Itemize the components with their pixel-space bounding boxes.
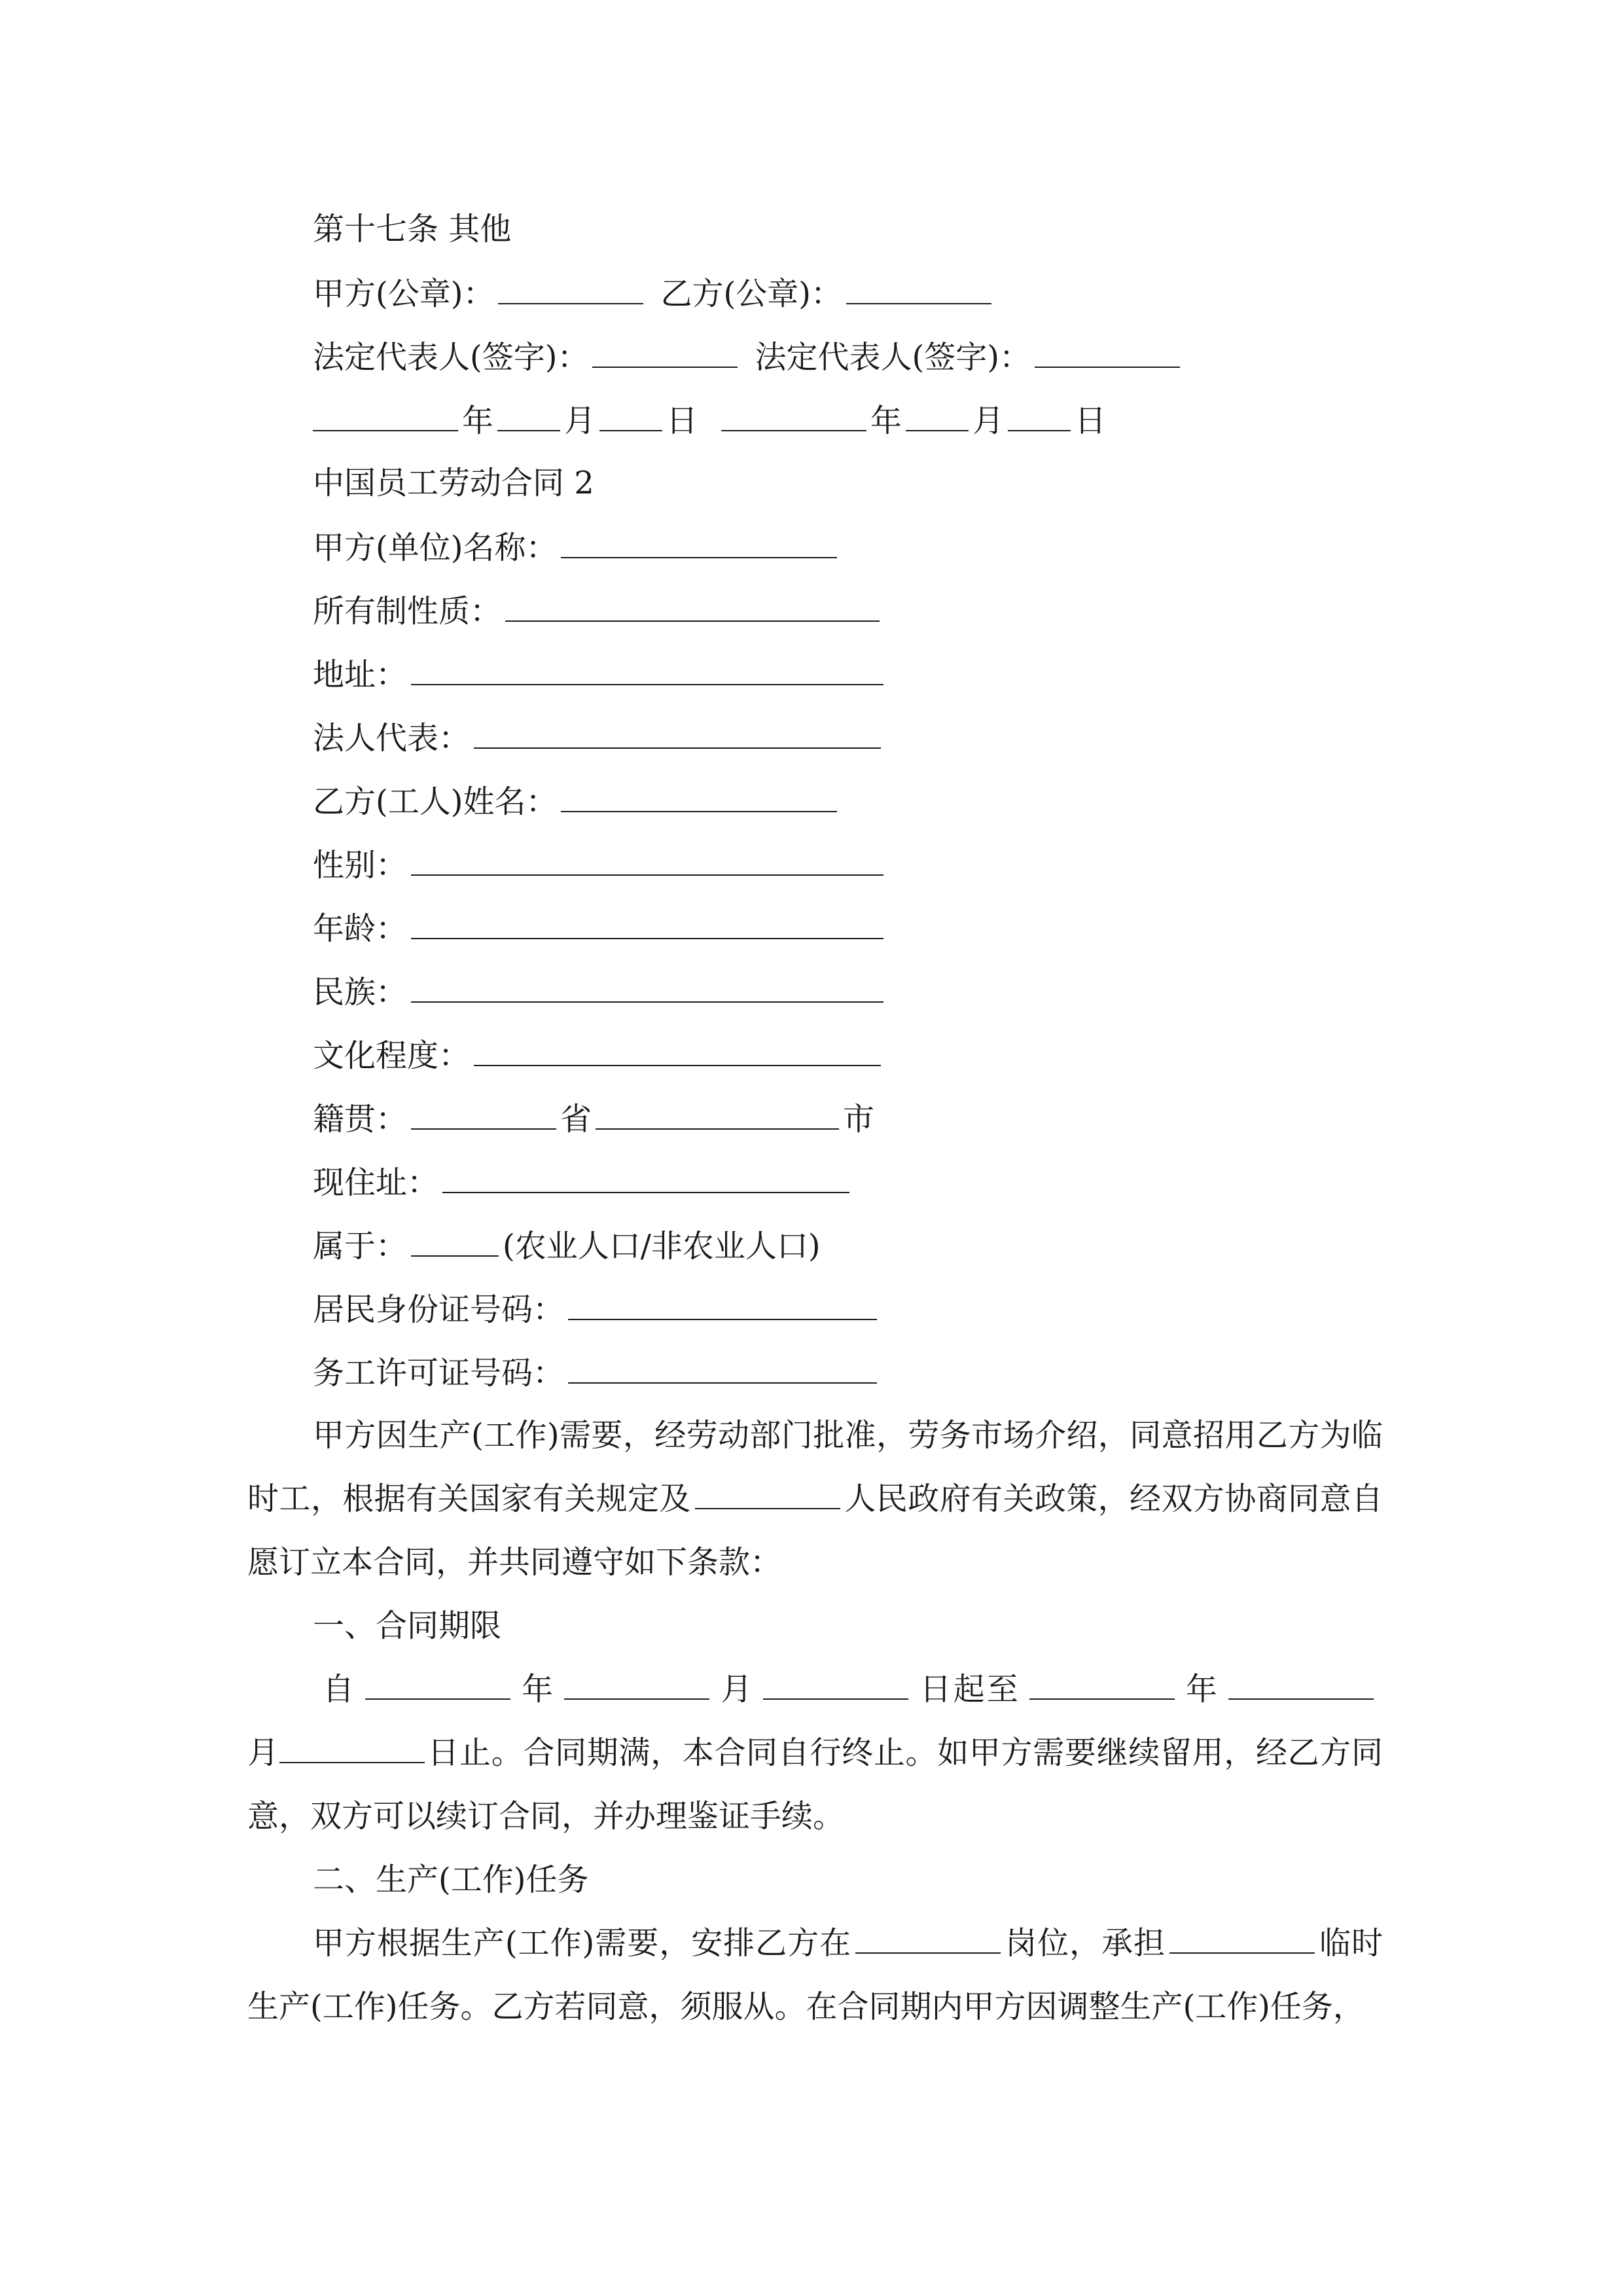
legal-rep-a-blank[interactable] — [592, 336, 738, 368]
native-place-field — [313, 1098, 874, 1139]
city-blank[interactable] — [596, 1098, 839, 1130]
term-start-month-blank[interactable] — [564, 1668, 709, 1700]
legal-rep-b-label: 法定代表人(签字)： — [755, 339, 1031, 376]
date-a-year-label: 年 — [462, 403, 494, 439]
id-number-label: 居民身份证号码： — [313, 1291, 565, 1328]
legal-rep-line — [313, 336, 1184, 377]
seal-line — [313, 273, 995, 314]
intro-paragraph: 甲方因生产(工作)需要，经劳动部门批准，劳务市场介绍，同意招用乙方为临时工，根据有关国家有关规定及 人民政府有关政策，经双方协商同意自愿订立本合同，并共同遵守如下条款： — [247, 1417, 1383, 1581]
date-b-day-label: 日 — [1075, 403, 1107, 439]
belongs-field — [313, 1225, 821, 1266]
legal-rep-label: 法人代表： — [313, 720, 471, 757]
party-b-seal-label: 乙方(公章)： — [660, 276, 842, 312]
belongs-label: 属于： — [313, 1228, 408, 1265]
section-1-paragraph: 自 年 月 日起至 年月 日止。合同期满，本合同自行终止。如甲方需要继续留用，经乙方同意，双方可以续订合同，并办理鉴证手续。 — [247, 1658, 1383, 1848]
ownership-label: 所有制性质： — [313, 593, 502, 630]
id-number-blank[interactable] — [568, 1289, 877, 1320]
date-a-day-blank[interactable] — [599, 400, 662, 431]
work-permit-label: 务工许可证号码： — [313, 1355, 565, 1391]
education-field — [313, 1035, 885, 1075]
party-a-seal-label: 甲方(公章)： — [313, 276, 495, 312]
date-b-year-label: 年 — [870, 403, 902, 439]
post-blank[interactable] — [855, 1922, 1001, 1954]
age-field — [313, 908, 887, 948]
worker-name-blank[interactable] — [561, 781, 837, 812]
section-2-heading: 二、生产(工作)任务 — [313, 1861, 589, 1898]
city-label: 市 — [843, 1101, 875, 1138]
gender-field — [313, 844, 887, 885]
term-end-month-blank[interactable] — [1228, 1668, 1374, 1700]
current-address-label: 现住址： — [313, 1164, 439, 1201]
legal-rep-b-blank[interactable] — [1035, 336, 1180, 368]
current-address-blank[interactable] — [442, 1162, 849, 1193]
ethnicity-field — [313, 971, 887, 1012]
term-end-day-blank[interactable] — [279, 1732, 425, 1763]
ownership-blank[interactable] — [505, 590, 880, 622]
legal-rep-a-label: 法定代表人(签字)： — [313, 339, 589, 376]
work-permit-blank[interactable] — [568, 1352, 877, 1384]
address-blank[interactable] — [411, 654, 883, 685]
age-label: 年龄： — [313, 910, 408, 947]
date-b-month-blank[interactable] — [906, 400, 969, 431]
address-field — [313, 654, 887, 694]
gender-blank[interactable] — [411, 844, 883, 876]
date-a-month-label: 月 — [564, 403, 596, 439]
term-start-year-blank[interactable] — [365, 1668, 510, 1700]
age-blank[interactable] — [411, 908, 883, 939]
date-a-day-label: 日 — [666, 403, 698, 439]
task-blank[interactable] — [1169, 1922, 1315, 1954]
intro-government-blank[interactable] — [695, 1478, 840, 1509]
date-line — [313, 400, 1106, 440]
education-blank[interactable] — [474, 1035, 881, 1066]
employer-name-label: 甲方(单位)名称： — [313, 529, 558, 566]
legal-rep-blank[interactable] — [474, 717, 881, 749]
employer-name-field — [313, 527, 841, 567]
date-b-year-blank[interactable] — [721, 400, 866, 431]
party-a-seal-blank[interactable] — [498, 273, 643, 304]
contract-title: 中国员工劳动合同 2 — [313, 465, 594, 501]
native-place-label: 籍贯： — [313, 1101, 408, 1138]
party-b-seal-blank[interactable] — [846, 273, 991, 304]
date-a-year-blank[interactable] — [313, 400, 458, 431]
section-2-paragraph: 甲方根据生产(工作)需要，安排乙方在 岗位，承担 临时生产(工作)任务。乙方若同意，须服从。在合同期内甲方因调整生产(工作)任务， — [247, 1912, 1383, 2039]
section-1-heading: 一、合同期限 — [313, 1607, 502, 1644]
date-a-month-blank[interactable] — [497, 400, 560, 431]
ownership-field — [313, 590, 883, 631]
address-label: 地址： — [313, 656, 408, 693]
date-b-month-label: 月 — [972, 403, 1005, 439]
belongs-options: (农业人口/非农业人口) — [503, 1228, 821, 1265]
current-address-field — [313, 1162, 853, 1202]
province-blank[interactable] — [411, 1098, 556, 1130]
term-end-year-blank[interactable] — [1029, 1668, 1175, 1700]
term-start-day-blank[interactable] — [763, 1668, 908, 1700]
gender-label: 性别： — [313, 847, 408, 884]
belongs-blank[interactable] — [411, 1225, 499, 1257]
legal-rep-field — [313, 717, 885, 758]
ethnicity-blank[interactable] — [411, 971, 883, 1003]
id-number-field — [313, 1289, 881, 1329]
province-label: 省 — [560, 1101, 592, 1138]
education-label: 文化程度： — [313, 1037, 471, 1074]
work-permit-field — [313, 1352, 881, 1393]
worker-name-label: 乙方(工人)姓名： — [313, 783, 558, 820]
date-b-day-blank[interactable] — [1008, 400, 1071, 431]
worker-name-field — [313, 781, 841, 821]
employer-name-blank[interactable] — [561, 527, 837, 558]
ethnicity-label: 民族： — [313, 974, 408, 1011]
article-heading: 第十七条 其他 — [313, 211, 512, 247]
